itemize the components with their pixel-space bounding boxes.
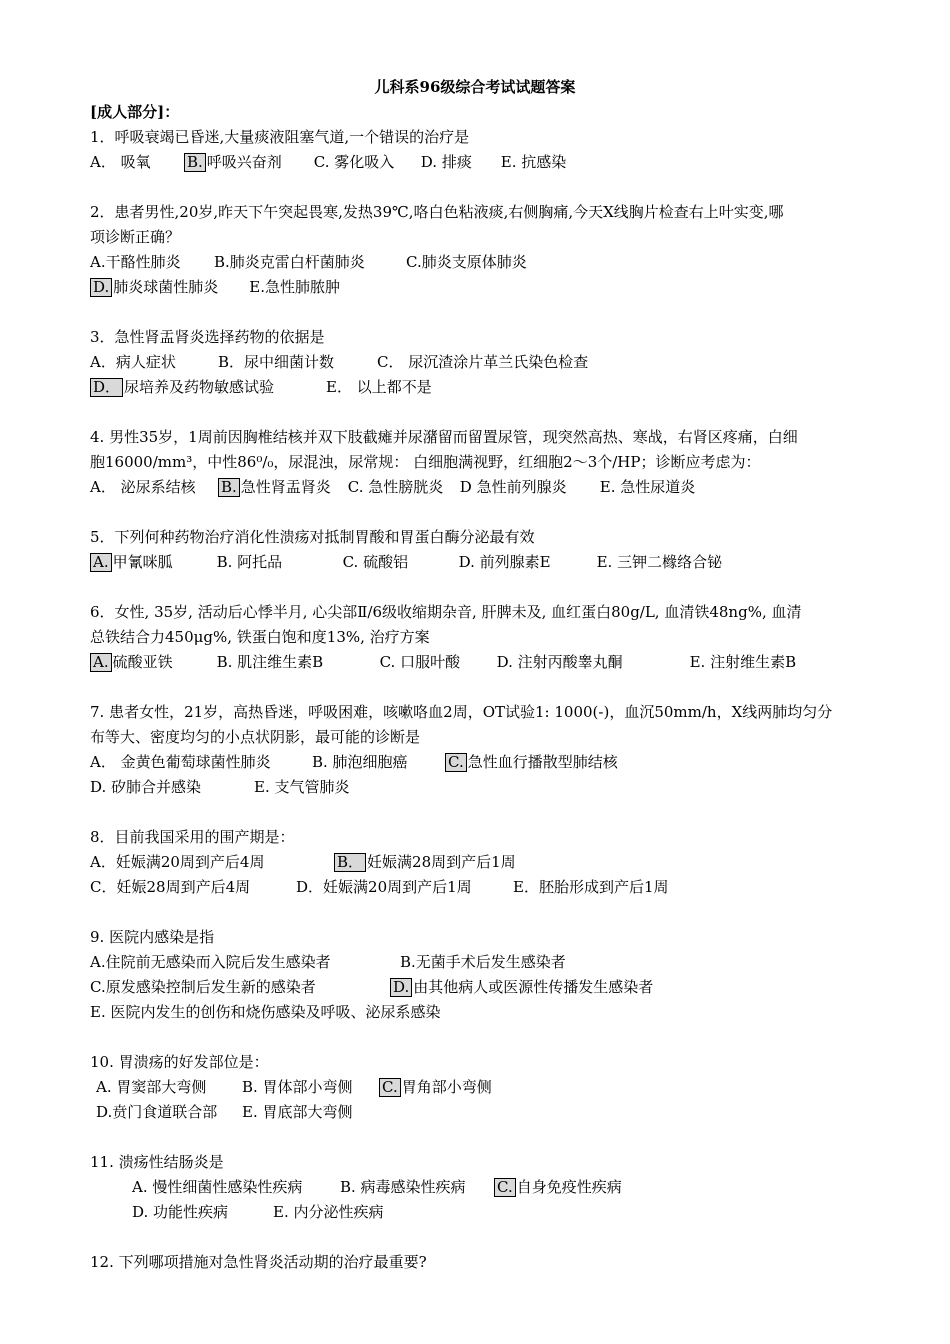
option-c: C.原发感染控制后发生新的感染者 (90, 978, 316, 996)
option-b: B. 肌注维生素B (216, 653, 324, 671)
question-7-options-1 (90, 750, 870, 775)
option-b-text: 妊娠满28周到产后1周 (367, 853, 516, 871)
document-page (90, 74, 870, 1275)
option-d-text: 肺炎球菌性肺炎 (113, 278, 219, 296)
question-2-stem: 2．患者男性,20岁,昨天下午突起畏寒,发热39℃,咯白色粘液痰,右侧胸痛,今天X线胸片检查右上叶实变,哪 (90, 203, 784, 221)
option-c: C.肺炎支原体肺炎 (406, 253, 527, 271)
option-a-text: 硫酸亚铁 (112, 653, 173, 671)
answer-mark: C. (494, 1178, 516, 1197)
question-4-stem-cont: 胞16000/mm³，中性86⁰/₀，尿混浊，尿常规： 白细胞满视野，红细胞2～3个/HP；诊断应考虑为： (90, 453, 761, 471)
option-b: B.无菌手术后发生感染者 (400, 953, 566, 971)
question-3-options-1 (90, 350, 870, 375)
option-d: D. 前列腺素E (458, 553, 551, 571)
option-e: E. 抗感染 (500, 153, 567, 171)
option-c: C. 硫酸铝 (342, 553, 409, 571)
option-e: E. 三钾二橼络合铋 (596, 553, 723, 571)
question-6-stem-cont: 总铁结合力450μg%, 铁蛋白饱和度13%, 治疗方案 (90, 628, 430, 646)
question-11-stem: 11. 溃疡性结肠炎是 (90, 1153, 224, 1171)
option-a: A. 慢性细菌性感染性疾病 (132, 1178, 303, 1196)
question-6-options (90, 650, 870, 675)
question-12-stem: 12. 下列哪项措施对急性肾炎活动期的治疗最重要? (90, 1253, 427, 1271)
question-8-options-1 (90, 850, 870, 875)
option-d: D. 矽肺合并感染 (90, 778, 202, 796)
option-b-text: 呼吸兴奋剂 (206, 153, 282, 171)
option-b: B．尿中细菌计数 (218, 353, 335, 371)
question-5-stem: 5．下列何种药物治疗消化性溃疡对抵制胃酸和胃蛋白酶分泌最有效 (90, 528, 535, 546)
section-heading: [成人部分]： (90, 103, 180, 121)
option-a: A.干酪性肺炎 (90, 253, 181, 271)
option-a: A． 金黄色葡萄球菌性肺炎 (90, 753, 271, 771)
option-d: D．妊娠满20周到产后1周 (296, 878, 472, 896)
option-a-text: 甲氰咪胍 (112, 553, 173, 571)
answer-mark: C. (445, 753, 467, 772)
option-a: A． 泌尿系结核 (90, 478, 196, 496)
answer-mark: B. (218, 478, 240, 497)
question-1-options (90, 150, 870, 175)
answer-mark: D. (90, 278, 112, 297)
question-3-stem: 3．急性肾盂肾炎选择药物的依据是 (90, 328, 325, 346)
question-4-options (90, 475, 870, 500)
option-c: C. 急性膀胱炎 (347, 478, 444, 496)
option-d: D. 功能性疾病 (132, 1203, 229, 1221)
question-9-options-1 (90, 950, 870, 975)
option-d: D.贲门食道联合部 (96, 1103, 218, 1121)
option-e: E.急性肺脓肿 (249, 278, 340, 296)
option-e: E. 胃底部大弯侧 (242, 1103, 353, 1121)
question-9-options-3: E. 医院内发生的创伤和烧伤感染及呼吸、泌尿系感染 (90, 1003, 441, 1021)
question-6-stem: 6．女性, 35岁, 活动后心悸半月, 心尖部Ⅱ/6级收缩期杂音, 肝脾未及, 血红蛋白80g/L, 血清铁48ng%, 血清 (90, 603, 802, 621)
option-d-text: 由其他病人或医源性传播发生感染者 (413, 978, 654, 996)
option-c-text: 胃角部小弯侧 (401, 1078, 492, 1096)
question-7-options-2 (90, 775, 870, 800)
option-e: E. 内分泌性疾病 (273, 1203, 384, 1221)
option-a: A．病人症状 (90, 353, 176, 371)
option-b: B.肺炎克雷白杆菌肺炎 (214, 253, 365, 271)
answer-mark: A. (90, 553, 112, 572)
option-d: D 急性前列腺炎 (459, 478, 567, 496)
answer-mark: C. (379, 1078, 401, 1097)
option-b: B. 胃体部小弯侧 (242, 1078, 353, 1096)
question-2-options-1 (90, 250, 870, 275)
option-b-text: 急性肾盂肾炎 (240, 478, 331, 496)
question-11-options-2 (90, 1200, 870, 1225)
question-8-options-2 (90, 875, 870, 900)
question-10-options-2 (90, 1100, 870, 1125)
question-5-options (90, 550, 870, 575)
option-c: C． 尿沉渣涂片革兰氏染色检查 (377, 353, 589, 371)
question-3-options-2 (90, 375, 870, 400)
answer-mark: B. (184, 153, 206, 172)
option-b: B. 肺泡细胞癌 (312, 753, 408, 771)
question-4-stem: 4. 男性35岁，1周前因胸椎结核并双下肢截瘫并尿潴留而留置尿管，现突然高热、寒战，右肾区疼痛，白细 (90, 428, 798, 446)
option-d: D. 注射丙酸睾丸酮 (496, 653, 623, 671)
option-e: E．胚胎形成到产后1周 (513, 878, 669, 896)
option-a: A. 胃窦部大弯侧 (96, 1078, 207, 1096)
question-10-options-1 (90, 1075, 870, 1100)
answer-mark: B． (334, 853, 366, 872)
option-c-text: 急性血行播散型肺结核 (467, 753, 618, 771)
option-c: C．妊娠28周到产后4周 (90, 878, 251, 896)
option-a: A.住院前无感染而入院后发生感染者 (90, 953, 331, 971)
option-c: C. 口服叶酸 (379, 653, 461, 671)
question-10-stem: 10. 胃溃疡的好发部位是： (90, 1053, 269, 1071)
question-8-stem: 8．目前我国采用的围产期是： (90, 828, 295, 846)
question-7-stem-cont: 布等大、密度均匀的小点状阴影，最可能的诊断是 (90, 728, 421, 746)
option-e: E. 支气管肺炎 (254, 778, 350, 796)
page-title: 儿科系96级综合考试试题答案 (374, 78, 576, 96)
question-2-options-2 (90, 275, 870, 300)
question-7-stem: 7. 患者女性，21岁，高热昏迷，呼吸困难，咳嗽咯血2周，OT试验1: 1000(-)，血沉50mm/h，X线两肺均匀分 (90, 703, 833, 721)
question-11-options-1 (90, 1175, 870, 1200)
option-c: C. 雾化吸入 (313, 153, 395, 171)
option-b: B. 病毒感染性疾病 (340, 1178, 466, 1196)
option-e: E. 急性尿道炎 (599, 478, 696, 496)
option-b: B. 阿托品 (216, 553, 283, 571)
option-e: E. 注射维生素B (689, 653, 797, 671)
option-d: D. 排痰 (420, 153, 472, 171)
question-1-stem: 1．呼吸衰竭已昏迷,大量痰液阻塞气道,一个错误的治疗是 (90, 128, 470, 146)
answer-mark: A. (90, 653, 112, 672)
option-a: A．妊娠满20周到产后4周 (90, 853, 265, 871)
answer-mark: D. (390, 978, 412, 997)
option-e: E． 以上都不是 (326, 378, 432, 396)
option-a: A． 吸氧 (90, 153, 151, 171)
answer-mark: D． (90, 378, 123, 397)
option-d-text: 尿培养及药物敏感试验 (124, 378, 275, 396)
question-2-stem-cont: 项诊断正确？ (90, 228, 181, 246)
question-9-stem: 9. 医院内感染是指 (90, 928, 215, 946)
question-9-options-2 (90, 975, 870, 1000)
option-c-text: 自身免疫性疾病 (516, 1178, 622, 1196)
